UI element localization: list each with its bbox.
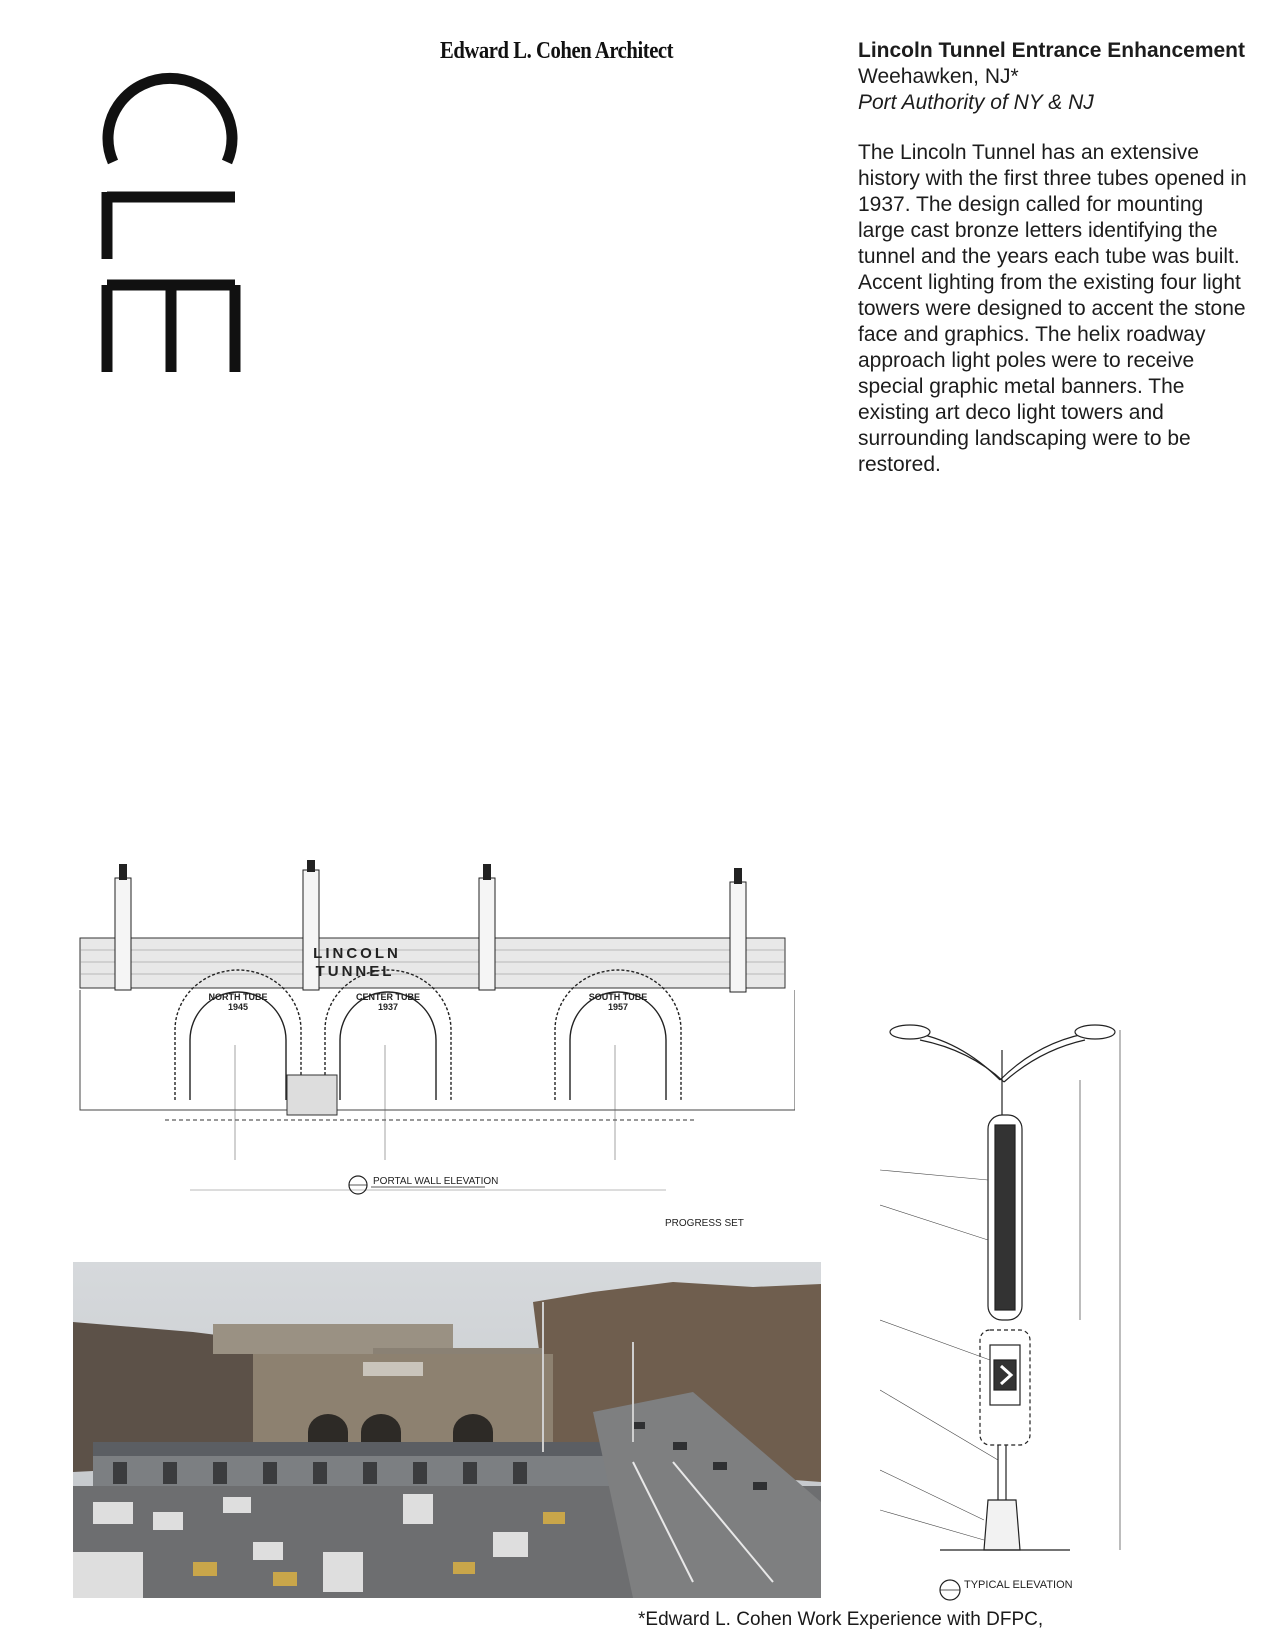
tunnel-entrance-photo xyxy=(73,1262,821,1598)
project-location: Weehawken, NJ* xyxy=(858,65,1019,88)
project-client: Port Authority of NY & NJ xyxy=(858,91,1094,114)
tunnel-sign-line-2: TUNNEL xyxy=(315,963,395,980)
pole-drawing-title: TYPICAL ELEVATION xyxy=(964,1579,1073,1591)
portal-wall-elevation-drawing xyxy=(75,860,795,1230)
elc-logo xyxy=(95,50,245,380)
center-tube-year: 1937 xyxy=(377,1002,399,1012)
light-pole-elevation-drawing xyxy=(880,1020,1180,1605)
center-tube-label: CENTER TUBE xyxy=(355,992,421,1002)
tunnel-sign-line-1: LINCOLN xyxy=(313,945,401,962)
north-tube-year: 1945 xyxy=(227,1002,249,1012)
south-tube-year: 1957 xyxy=(607,1002,629,1012)
footer-caption: *Edward L. Cohen Work Experience with DFPC, xyxy=(638,1609,1044,1630)
project-title: Lincoln Tunnel Entrance Enhancement xyxy=(858,39,1245,62)
firm-name: Edward L. Cohen Architect xyxy=(440,38,674,64)
portal-drawing-title: PORTAL WALL ELEVATION xyxy=(373,1176,499,1187)
south-tube-label: SOUTH TUBE xyxy=(588,992,648,1002)
north-tube-label: NORTH TUBE xyxy=(208,992,268,1002)
project-description: The Lincoln Tunnel has an extensive history with the first three tubes opened in 1937. The design called for mounting large cast bronze letters identifying the tunnel and the years each tube was built. Accent lighting from the existing four light towers were designed to accent the stone face and graphics. The helix roadway approach light poles were to receive special graphic metal banners. The existing art deco light towers and surrounding landscaping were to be restored. xyxy=(858,141,1247,476)
progress-set-stamp: PROGRESS SET xyxy=(665,1218,744,1229)
project-info xyxy=(858,38,1248,478)
